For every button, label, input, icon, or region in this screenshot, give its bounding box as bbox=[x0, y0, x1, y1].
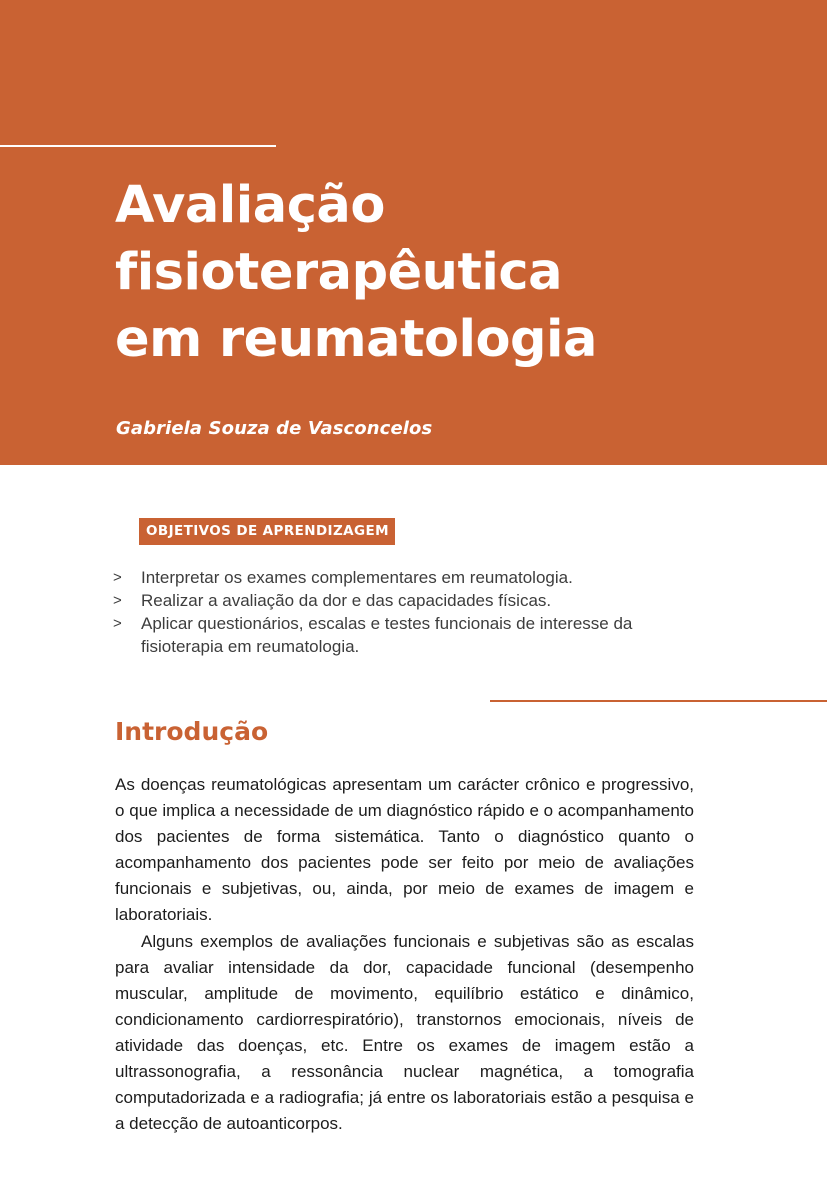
chevron-right-icon: > bbox=[113, 592, 122, 609]
list-item bbox=[113, 589, 703, 612]
chapter-header-band bbox=[0, 0, 827, 465]
learning-objectives-label: OBJETIVOS DE APRENDIZAGEM bbox=[139, 518, 395, 545]
section-divider-line bbox=[490, 700, 827, 702]
body-paragraph: As doenças reumatológicas apresentam um carácter crônico e progressivo, o que implica a necessidade de um diagnóstico rápido e o acompanhamento dos pacientes de forma sistemática. Tanto o diagnóstico quanto o acompanhamento dos pacientes pode ser feito por meio de avaliações funcionais e subjetivas, ou, ainda, por meio de exames de imagem e laboratoriais. bbox=[115, 775, 694, 925]
list-item bbox=[113, 612, 703, 658]
objective-text: Aplicar questionários, escalas e testes funcionais de interesse da fisioterapia em reumatologia. bbox=[141, 614, 633, 656]
body-paragraph: Alguns exemplos de avaliações funcionais e subjetivas são as escalas para avaliar intensidade da dor, capacidade funcional (desempenho muscular, amplitude de movimento, equilíbrio estático e dinâmico, condicionamento cardiorrespiratório), transtornos emocionais, níveis de atividade das doenças, etc. Entre os exames de imagem estão a ultrassonografia, a ressonância nuclear magnética, a tomografia computadorizada e a radiografia; já entre os laboratoriais estão a pesquisa e a detecção de autoanticorpos. bbox=[115, 931, 694, 1134]
chevron-right-icon: > bbox=[113, 569, 122, 586]
objective-text: Interpretar os exames complementares em reumatologia. bbox=[141, 568, 573, 587]
section-heading: Introdução bbox=[115, 717, 269, 746]
chevron-right-icon: > bbox=[113, 615, 122, 632]
objective-text: Realizar a avaliação da dor e das capacidades físicas. bbox=[141, 591, 552, 610]
chapter-title bbox=[115, 172, 795, 373]
list-item bbox=[113, 566, 703, 589]
chapter-title-line: Avaliação bbox=[115, 176, 385, 235]
section-body bbox=[115, 772, 694, 1137]
chapter-author: Gabriela Souza de Vasconcelos bbox=[116, 418, 433, 439]
chapter-title-line: em reumatologia bbox=[115, 310, 597, 369]
learning-objectives-list bbox=[113, 566, 703, 658]
chapter-title-line: fisioterapêutica bbox=[115, 243, 562, 302]
header-divider-line bbox=[0, 145, 276, 147]
